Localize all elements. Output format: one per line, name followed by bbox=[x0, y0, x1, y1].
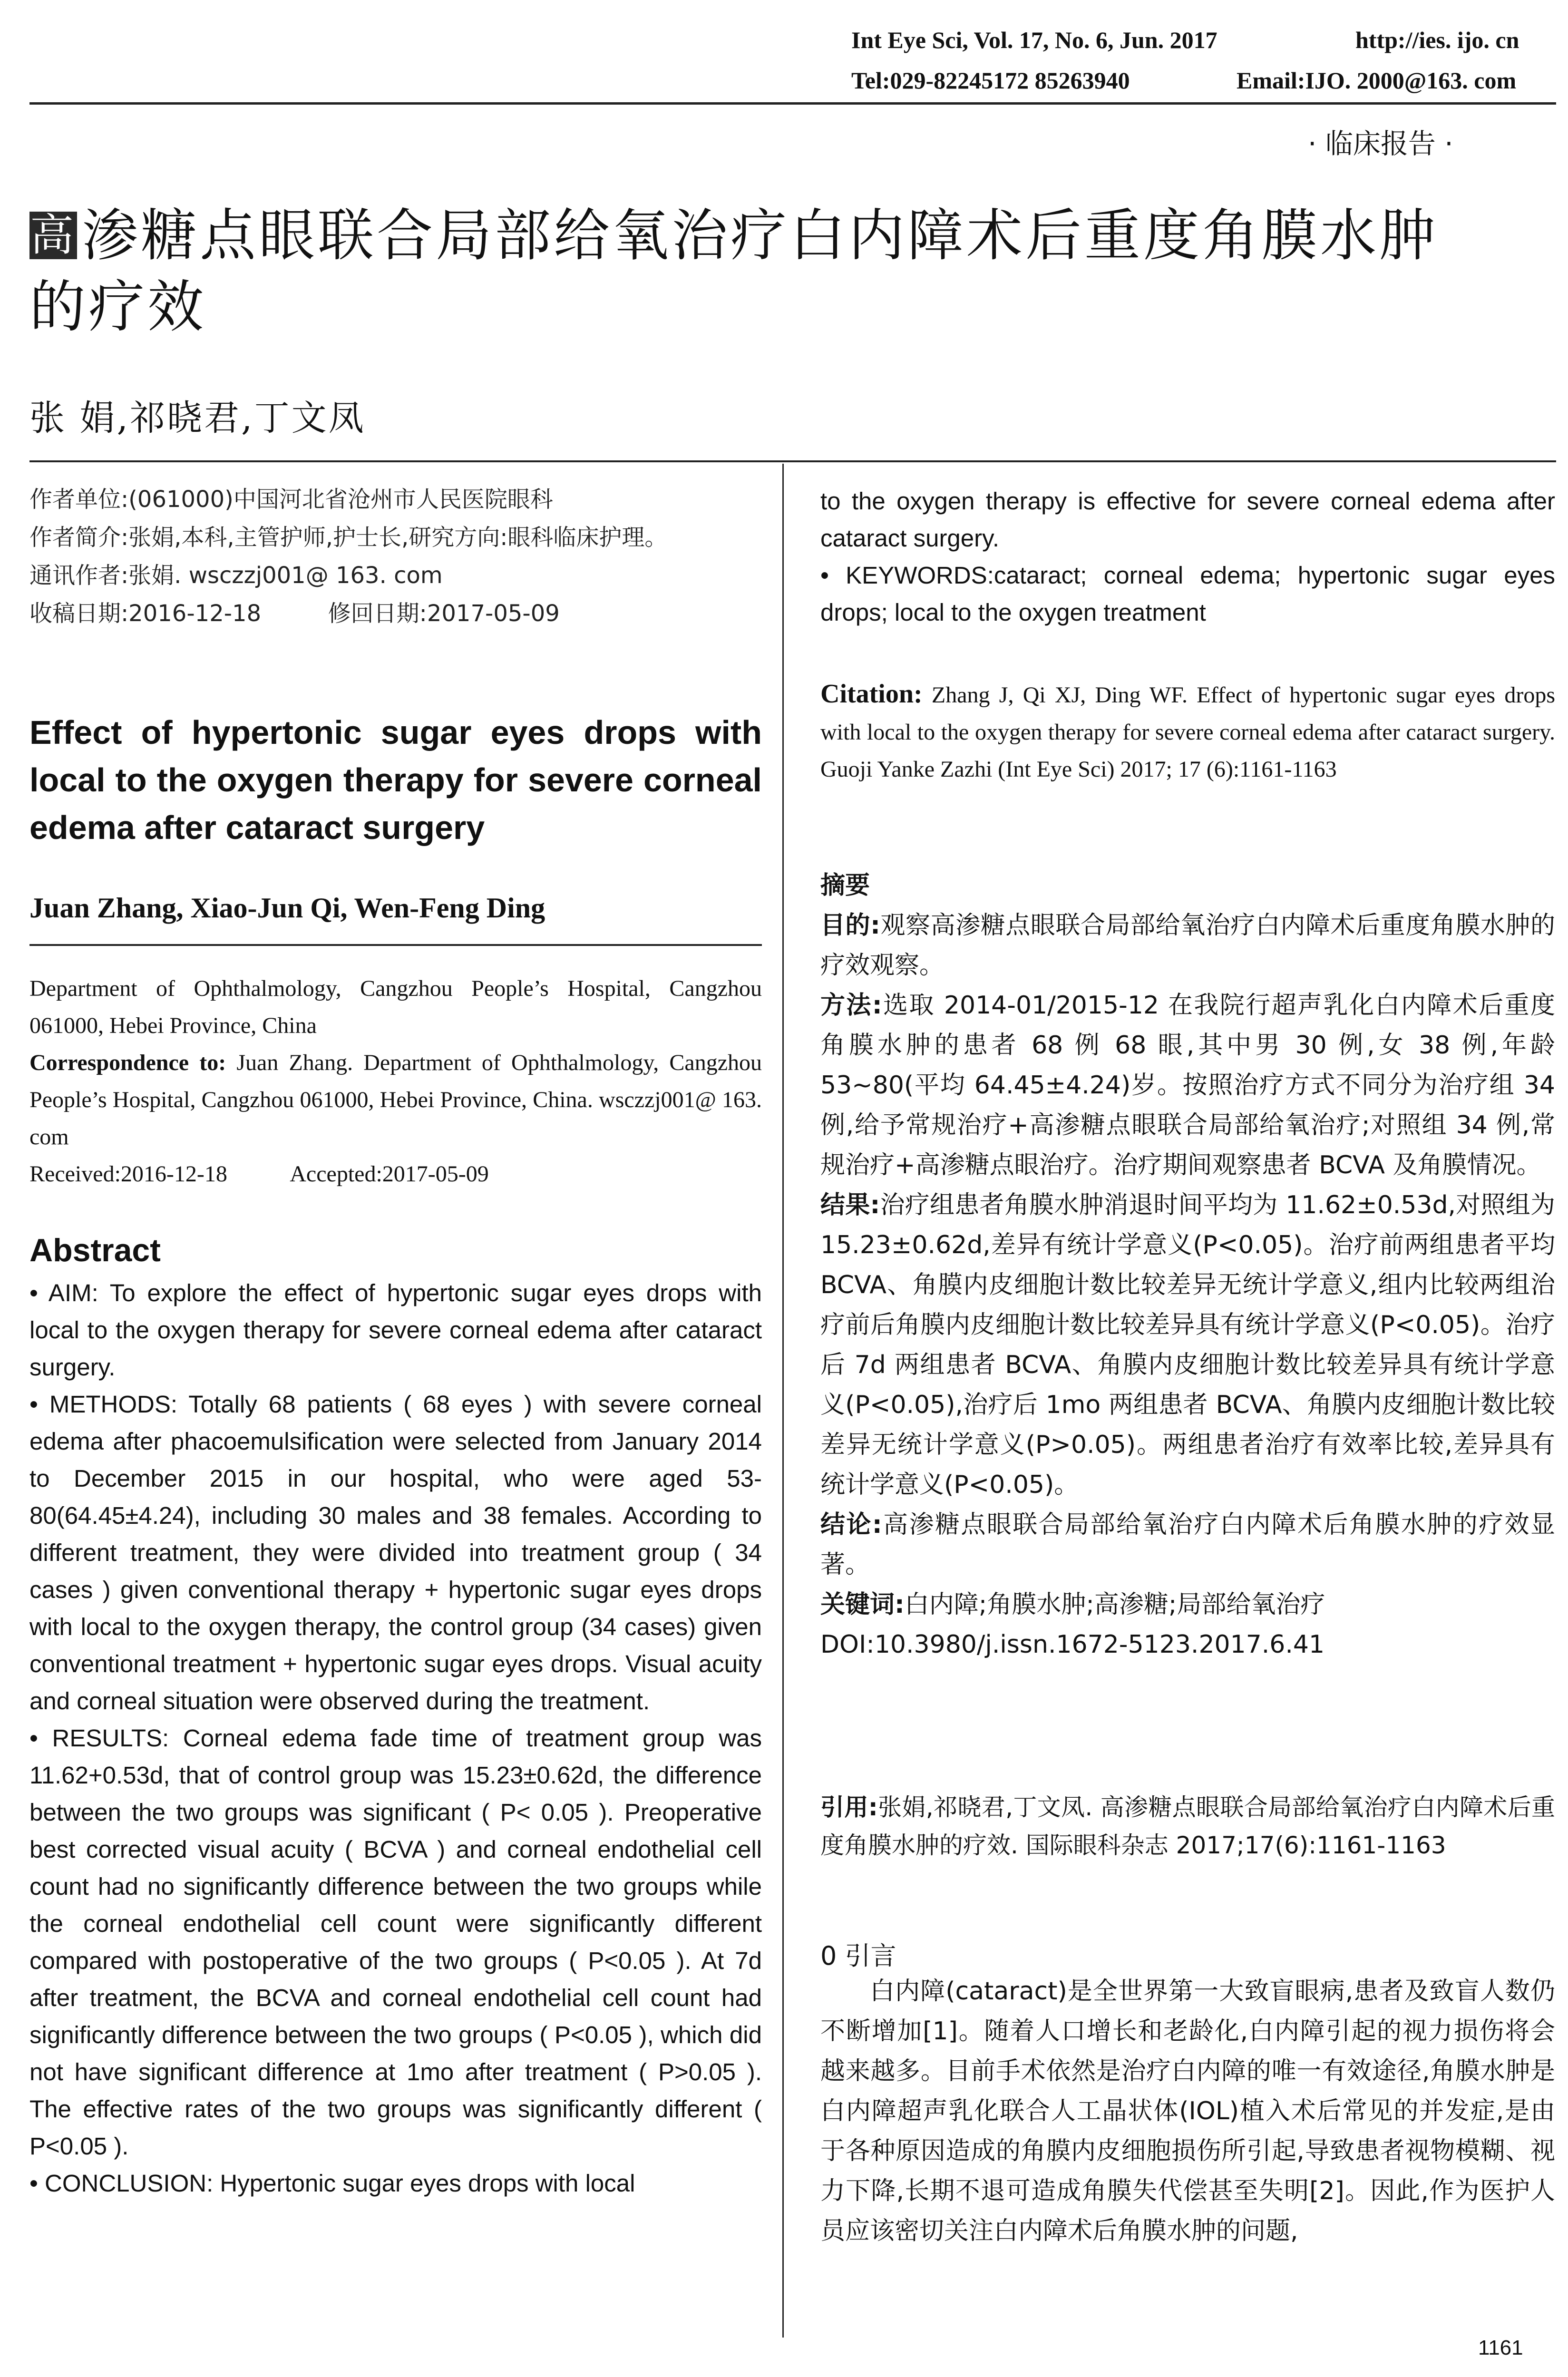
affiliation-block bbox=[29, 970, 762, 1193]
article-title bbox=[29, 200, 1561, 342]
citation-text: Zhang J, Qi XJ, Ding WF. Effect of hypertonic sugar eyes drops with local to the oxygen therapy for severe corneal edema after cataract surgery. Guoji Yanke Zazhi (Int Eye Sci) 2017; 17 (6):1161-1163 bbox=[820, 682, 1556, 782]
abstract-conclusion-start: • CONCLUSION: Hypertonic sugar eyes drops with local bbox=[29, 2170, 635, 2197]
author-bio: 作者简介:张娟,本科,主管护师,护士长,研究方向:眼科临床护理。 bbox=[29, 524, 668, 551]
authors-rule bbox=[29, 460, 1556, 462]
abstract-conclusion-end: to the oxygen therapy is effective for severe corneal edema after cataract surgery. bbox=[820, 487, 1555, 552]
citation-label: Citation: bbox=[820, 679, 923, 709]
journal-info: Int Eye Sci, Vol. 17, No. 6, Jun. 2017 bbox=[851, 27, 1217, 53]
abstract-cn-conclusion: 结论:高渗糖点眼联合局部给氧治疗白内障术后角膜水肿的疗效显著。 bbox=[820, 1510, 1555, 1579]
author-unit: 作者单位:(061000)中国河北省沧州市人民医院眼科 bbox=[29, 486, 553, 513]
section-tag: · 临床报告 · bbox=[1308, 127, 1453, 160]
abstract-results: • RESULTS: Corneal edema fade time of treatment group was 11.62+0.53d, that of control group was 15.23±0.62d, the difference between the two groups was significant ( P< 0.05 ). Preoperative best corrected visual acuity ( BCVA ) and corneal endothelial cell count had no significantly difference between the two groups while the corneal endothelial cell count were significantly different compared with postoperative of the two groups ( P<0.05 ). At 7d after treatment, the BCVA and corneal endothelial cell count had significantly difference between the two groups ( P<0.05 ), which did not have significant difference at 1mo after treatment ( P>0.05 ). The effective rates of the two groups was significantly different ( P<0.05 ). bbox=[29, 1724, 762, 2160]
correspondence bbox=[29, 1044, 762, 1156]
abstract-cn-heading: 摘要 bbox=[820, 871, 870, 900]
abstract-methods: • METHODS: Totally 68 patients ( 68 eyes ) with severe corneal edema after phacoemulsification were selected from January 2014 to December 2015 in our hospital, who were aged 53-80(64.45±4.24), including 30 males and 38 females. According to different treatment, they were divided into treatment group ( 34 cases ) given conventional therapy + hypertonic sugar eyes drops with local to the oxygen therapy, the control group (34 cases) given conventional treatment + hypertonic sugar eyes drops. Visual acuity and corneal situation were observed during the treatment. bbox=[29, 1391, 762, 1715]
abstract-aim: • AIM: To explore the effect of hypertonic sugar eyes drops with local to the oxygen therapy for severe corneal edema after cataract surgery. bbox=[29, 1279, 762, 1381]
author-info-cn bbox=[29, 480, 762, 633]
authors-cn: 张 娟,祁晓君,丁文凤 bbox=[29, 398, 366, 438]
title-first-char: 高 bbox=[29, 210, 77, 261]
en-authors-rule bbox=[29, 944, 762, 946]
abstract-en-left bbox=[29, 1275, 762, 2202]
journal-email: Email:IJO. 2000@163. com bbox=[1237, 67, 1517, 94]
header-rule bbox=[29, 102, 1556, 105]
correspondence-text: Juan Zhang. Department of Ophthalmology, Cangzhou People’s Hospital, Cangzhou 061000, Hebei Province, China. wsczzj001@ 163. com bbox=[29, 1050, 762, 1150]
cite-cn-label: 引用: bbox=[820, 1793, 878, 1821]
intro-heading: 0 引言 bbox=[820, 1941, 896, 1971]
column-divider bbox=[782, 464, 784, 2338]
english-title: Effect of hypertonic sugar eyes drops with local to the oxygen therapy for severe corneal edema after cataract surgery bbox=[29, 714, 762, 846]
cite-cn-text: 张娟,祁晓君,丁文凤. 高渗糖点眼联合局部给氧治疗白内障术后重度角膜水肿的疗效. 国际眼科杂志 2017;17(6):1161-1163 bbox=[820, 1793, 1555, 1859]
cite-cn bbox=[820, 1788, 1555, 1864]
abstract-cn-aim: 目的:观察高渗糖点眼联合局部给氧治疗白内障术后重度角膜水肿的疗效观察。 bbox=[820, 911, 1555, 980]
citation-block bbox=[820, 675, 1555, 788]
affiliation: Department of Ophthalmology, Cangzhou People’s Hospital, Cangzhou 061000, Hebei Province, China bbox=[29, 976, 762, 1038]
abstract-heading: Abstract bbox=[29, 1232, 161, 1268]
abstract-cn-methods: 方法:选取 2014-01/2015-12 在我院行超声乳化白内障术后重度角膜水肿的患者 68 例 68 眼,其中男 30 例,女 38 例,年龄 53~80(平均 64.45±4.24)岁。按照治疗方式不同分为治疗组 34 例,给予常规治疗+高渗糖点眼联合局部给氧治疗;对照组 34 例,常规治疗+高渗糖点眼治疗。治疗期间观察患者 BCVA 及角膜情况。 bbox=[820, 991, 1555, 1179]
received-date-cn: 收稿日期:2016-12-18 bbox=[29, 600, 262, 627]
authors-en: Juan Zhang, Xiao-Jun Qi, Wen-Feng Ding bbox=[29, 892, 545, 924]
abstract-keywords: • KEYWORDS:cataract; corneal edema; hypertonic sugar eyes drops; local to the oxygen treatment bbox=[820, 562, 1555, 626]
dates-en bbox=[29, 1156, 762, 1193]
abstract-cn-results: 结果:治疗组患者角膜水肿消退时间平均为 11.62±0.53d,对照组为 15.23±0.62d,差异有统计学意义(P<0.05)。治疗前两组患者平均 BCVA、角膜内皮细胞计数比较差异无统计学意义,组内比较两组治疗前后角膜内皮细胞计数比较差异具有统计学意义(P<0.05)。治疗后 7d 两组患者 BCVA、角膜内皮细胞计数比较差异具有统计学意义(P<0.05),治疗后 1mo 两组患者 BCVA、角膜内皮细胞计数比较差异无统计学意义(P>0.05)。两组患者治疗有效率比较,差异具有统计学意义(P<0.05)。 bbox=[820, 1191, 1555, 1499]
doi: DOI:10.3980/j.issn.1672-5123.2017.6.41 bbox=[820, 1630, 1325, 1659]
dates-cn bbox=[29, 594, 762, 633]
correspondence-label: Correspondence to: bbox=[29, 1050, 226, 1075]
abstract-en-right bbox=[820, 483, 1555, 631]
abstract-cn-keywords: 关键词:白内障;角膜水肿;高渗糖;局部给氧治疗 bbox=[820, 1590, 1325, 1619]
page-number: 1161 bbox=[1478, 2336, 1523, 2359]
journal-url: http://ies. ijo. cn bbox=[1355, 27, 1519, 53]
accepted-date-en: Accepted:2017-05-09 bbox=[290, 1161, 489, 1187]
journal-tel: Tel:029-82245172 85263940 bbox=[851, 67, 1130, 94]
revised-date-cn: 修回日期:2017-05-09 bbox=[328, 600, 560, 627]
title-line1: 渗糖点眼联合局部给氧治疗白内障术后重度角膜水肿 bbox=[82, 203, 1439, 268]
corresponding-author-cn: 通讯作者:张娟. wsczzj001@ 163. com bbox=[29, 562, 443, 589]
title-line2: 的疗效 bbox=[29, 274, 207, 340]
abstract-cn bbox=[820, 866, 1555, 1665]
intro-text: 白内障(cataract)是全世界第一大致盲眼病,患者及致盲人数仍不断增加[1]。随着人口增长和老龄化,白内障引起的视力损伤将会越来越多。目前手术依然是治疗白内障的唯一有效途径,角膜水肿是白内障超声乳化联合人工晶状体(IOL)植入术后常见的并发症,是由于各种原因造成的角膜内皮细胞损伤所引起,导致患者视物模糊、视力下降,长期不退可造成角膜失代偿甚至失明[2]。因此,作为医护人员应该密切关注白内障术后角膜水肿的问题, bbox=[820, 1977, 1555, 2245]
received-date-en: Received:2016-12-18 bbox=[29, 1161, 227, 1187]
